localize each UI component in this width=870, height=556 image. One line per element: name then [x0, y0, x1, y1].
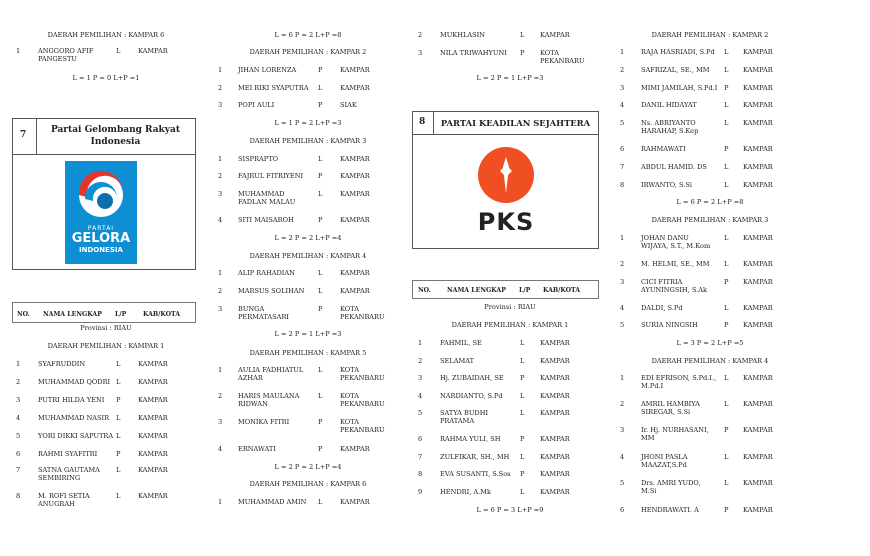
- logo-line-1: PARTAI: [87, 225, 115, 232]
- district: KOTA PEKANBARU: [340, 392, 385, 408]
- row-number: 1: [218, 269, 223, 277]
- candidate-name: DANIL HIDAYAT: [641, 101, 697, 109]
- district: KAMPAR: [340, 155, 370, 163]
- gender: L: [724, 479, 729, 487]
- row-number: 5: [418, 409, 423, 417]
- header-lp: L/P: [519, 287, 531, 294]
- district: KAMPAR: [340, 269, 370, 277]
- gender: L: [318, 269, 323, 277]
- candidate-name: EDI EFRISON, S.Pd.I., M.Pd.I: [641, 374, 717, 390]
- gender: L: [116, 414, 121, 422]
- gender: L: [318, 392, 323, 400]
- gender: L: [724, 374, 729, 382]
- district: KAMPAR: [138, 47, 168, 55]
- gender: L: [318, 366, 323, 374]
- district: KAMPAR: [540, 339, 570, 347]
- section-title: DAERAH PEMILIHAN : KAMPAR 3: [651, 216, 769, 224]
- row-number: 3: [620, 426, 625, 434]
- row-number: 2: [218, 392, 223, 400]
- row-number: 1: [218, 66, 223, 74]
- candidate-name: CICI FITRIA AYUNINGSIH, S.Ak: [641, 278, 708, 294]
- gender: L: [116, 378, 121, 386]
- district: KAMPAR: [743, 145, 773, 153]
- gender: P: [724, 278, 729, 286]
- candidate-name: Hj. ZUBAIDAH, SE: [440, 374, 504, 382]
- section-summary: L = 2 P = 1 L+P =3: [476, 74, 544, 82]
- row-number: 5: [620, 321, 625, 329]
- gender: L: [724, 48, 729, 56]
- row-number: 3: [620, 84, 625, 92]
- district: KAMPAR: [743, 321, 773, 329]
- gender: L: [724, 234, 729, 242]
- province-label: Provinsi : RIAU: [80, 324, 132, 332]
- gender: L: [724, 453, 729, 461]
- section-title: DAERAH PEMILIHAN : KAMPAR 4: [249, 252, 367, 260]
- table-header: [12, 302, 196, 323]
- district: KAMPAR: [743, 163, 773, 171]
- district: KAMPAR: [138, 450, 168, 458]
- row-number: 4: [218, 445, 223, 453]
- district: KAMPAR: [340, 498, 370, 506]
- candidate-name: HENDRI, A.Mk: [440, 488, 491, 496]
- row-number: 6: [620, 145, 625, 153]
- district: KAMPAR: [340, 216, 370, 224]
- candidate-name: MARSUS SOLIHAN: [238, 287, 305, 295]
- section-summary: L = 2 P = 2 L+P =4: [274, 463, 342, 471]
- gender: L: [520, 357, 525, 365]
- party-box: [412, 111, 599, 249]
- row-number: 5: [16, 432, 21, 440]
- row-number: 2: [620, 400, 625, 408]
- row-number: 3: [418, 49, 423, 57]
- district: KAMPAR: [743, 304, 773, 312]
- district: KAMPAR: [540, 470, 570, 478]
- candidate-name: MUHAMMAD NASIR: [38, 414, 110, 422]
- row-number: 4: [16, 414, 21, 422]
- gender: P: [318, 418, 323, 426]
- party-name: PARTAI KEADILAN SEJAHTERA: [440, 118, 591, 128]
- section-summary: L = 6 P = 2 L+P =8: [274, 31, 342, 39]
- party-box: [12, 118, 196, 270]
- gender: L: [724, 119, 729, 127]
- candidate-name: IRWANTO, S.Si: [641, 181, 693, 189]
- district: KAMPAR: [540, 435, 570, 443]
- gender: L: [318, 84, 323, 92]
- district: KAMPAR: [743, 84, 773, 92]
- candidate-name: SITI MAISAROH: [238, 216, 294, 224]
- section-summary: L = 2 P = 2 L+P =4: [274, 234, 342, 242]
- candidate-name: RAHMAWATI: [641, 145, 686, 153]
- candidate-name: NARDIANTO, S.Pd: [440, 392, 503, 400]
- district: KAMPAR: [743, 506, 773, 514]
- gender: L: [724, 66, 729, 74]
- district: KAMPAR: [540, 31, 570, 39]
- candidate-name: ABDUL HAMID. DS: [641, 163, 707, 171]
- logo-line-3: INDONESIA: [79, 246, 123, 254]
- district: KAMPAR: [540, 409, 570, 417]
- header-kab: KAB/KOTA: [143, 311, 181, 318]
- party-name: Partai Gelombang Rakyat Indonesia: [50, 125, 181, 147]
- district: KAMPAR: [743, 400, 773, 408]
- gender: P: [520, 470, 525, 478]
- row-number: 1: [218, 498, 223, 506]
- district: KAMPAR: [743, 119, 773, 127]
- candidate-name: M. ROFI SETIA ANUGRAH: [38, 492, 90, 508]
- candidate-name: RAJA HASRIADI, S.Pd: [641, 48, 715, 56]
- gender: L: [724, 163, 729, 171]
- district: KAMPAR: [540, 357, 570, 365]
- column-1: [16, 0, 196, 556]
- party-title-cell: [36, 119, 195, 155]
- candidate-name: POPI AULI: [238, 101, 275, 109]
- gender: P: [318, 445, 323, 453]
- candidate-name: PUTRI HILDA YENI: [38, 396, 105, 404]
- district: KAMPAR: [743, 101, 773, 109]
- row-number: 1: [620, 48, 625, 56]
- section-title: DAERAH PEMILIHAN : KAMPAR 6: [47, 31, 165, 39]
- gender: P: [520, 374, 525, 382]
- row-number: 6: [16, 450, 21, 458]
- candidate-name: DALDI, S.Pd: [641, 304, 683, 312]
- row-number: 7: [16, 466, 21, 474]
- party-number: 8: [419, 117, 426, 127]
- gender: L: [116, 466, 121, 474]
- candidate-name: Ir. Hj. NURHASANI, MM: [641, 426, 709, 442]
- district: KAMPAR: [340, 172, 370, 180]
- candidate-name: SATYA BUDHI PRATAMA: [440, 409, 489, 425]
- row-number: 1: [620, 374, 625, 382]
- row-number: 2: [620, 66, 625, 74]
- row-number: 3: [620, 278, 625, 286]
- district: KAMPAR: [743, 234, 773, 242]
- candidate-name: SURIA NINGSIH: [641, 321, 698, 329]
- section-summary: L = 1 P = 2 L+P =3: [274, 119, 342, 127]
- district: KAMPAR: [138, 396, 168, 404]
- row-number: 6: [418, 435, 423, 443]
- party-number-cell: [413, 112, 434, 135]
- gender: P: [116, 450, 121, 458]
- row-number: 1: [16, 360, 21, 368]
- district: KAMPAR: [138, 360, 168, 368]
- gender: P: [318, 172, 323, 180]
- candidate-name: HARIS MAULANA RIDWAN: [238, 392, 300, 408]
- gender: P: [724, 426, 729, 434]
- party-title-cell: [433, 112, 598, 135]
- district: KAMPAR: [743, 479, 773, 487]
- row-number: 6: [620, 506, 625, 514]
- section-summary: L = 6 P = 2 L+P =8: [676, 198, 744, 206]
- gender: P: [520, 435, 525, 443]
- district: KAMPAR: [340, 66, 370, 74]
- district: KAMPAR: [340, 287, 370, 295]
- row-number: 2: [16, 378, 21, 386]
- row-number: 3: [218, 190, 223, 198]
- section-summary: L = 1 P = 0 L+P =1: [72, 74, 140, 82]
- gender: L: [724, 181, 729, 189]
- gender: P: [318, 305, 323, 313]
- candidate-name: M. HELMI, SE., MM: [641, 260, 710, 268]
- row-number: 3: [418, 374, 423, 382]
- district: KAMPAR: [743, 48, 773, 56]
- row-number: 1: [218, 155, 223, 163]
- logo-line-2: GELORA: [71, 231, 131, 246]
- gender: P: [724, 84, 729, 92]
- gender: L: [724, 101, 729, 109]
- gender: L: [318, 155, 323, 163]
- gender: L: [318, 287, 323, 295]
- row-number: 1: [16, 47, 21, 55]
- row-number: 4: [620, 101, 625, 109]
- header-no: NO.: [17, 311, 30, 318]
- row-number: 2: [218, 172, 223, 180]
- section-title: DAERAH PEMILIHAN : KAMPAR 1: [47, 342, 165, 350]
- district: KAMPAR: [138, 378, 168, 386]
- candidate-name: Drs. AMRI YUDO, M.Si: [641, 479, 701, 495]
- section-summary: L = 2 P = 1 L+P =3: [274, 330, 342, 338]
- district: KAMPAR: [340, 84, 370, 92]
- district: KAMPAR: [743, 260, 773, 268]
- party-number-cell: [13, 119, 37, 155]
- row-number: 4: [620, 453, 625, 461]
- wave-icon: [65, 161, 137, 223]
- row-number: 9: [418, 488, 423, 496]
- candidate-name: EVA SUSANTI, S.Sos: [440, 470, 511, 478]
- column-2: [218, 0, 398, 556]
- table-header: [412, 280, 599, 299]
- district: KOTA PEKANBARU: [340, 366, 385, 382]
- gender: L: [520, 409, 525, 417]
- section-title: DAERAH PEMILIHAN : KAMPAR 1: [451, 321, 569, 329]
- gender: P: [318, 66, 323, 74]
- gender: P: [724, 145, 729, 153]
- pks-logo: [471, 145, 541, 237]
- candidate-name: SAFRIZAL, SE., MM: [641, 66, 710, 74]
- row-number: 4: [620, 304, 625, 312]
- gender: L: [724, 304, 729, 312]
- candidate-name: FAHMIL, SE: [440, 339, 482, 347]
- gender: L: [116, 47, 121, 55]
- candidate-name: ALIP RAHADIAN: [238, 269, 295, 277]
- section-title: DAERAH PEMILIHAN : KAMPAR 2: [651, 31, 769, 39]
- row-number: 5: [620, 479, 625, 487]
- section-summary: L = 6 P = 3 L+P =9: [476, 506, 544, 514]
- row-number: 4: [418, 392, 423, 400]
- district: KOTA PEKANBARU: [340, 305, 385, 321]
- district: KAMPAR: [340, 190, 370, 198]
- district: KAMPAR: [540, 453, 570, 461]
- gender: L: [724, 400, 729, 408]
- district: KAMPAR: [138, 492, 168, 500]
- row-number: 7: [418, 453, 423, 461]
- candidate-name: RAHMA YULI, SH: [440, 435, 501, 443]
- logo-wordmark: PKS: [477, 208, 535, 236]
- candidate-name: JOHAN DANU WIJAYA, S.T., M.Kom: [641, 234, 711, 250]
- candidate-name: MUHAMMAD AMIN: [238, 498, 307, 506]
- gender: L: [116, 432, 121, 440]
- candidate-name: JHONI PASLA MAAZAT,S.Pd: [641, 453, 688, 469]
- row-number: 2: [218, 84, 223, 92]
- gender: L: [724, 260, 729, 268]
- section-summary: L = 3 P = 2 L+P =5: [676, 339, 744, 347]
- district: KAMPAR: [540, 392, 570, 400]
- row-number: 1: [218, 366, 223, 374]
- gender: L: [520, 453, 525, 461]
- candidate-name: SATNA GAUTAMA SEMBIRING: [38, 466, 100, 482]
- candidate-name: MUHAMMAD QODRI: [38, 378, 111, 386]
- candidate-name: JIHAN LORENZA: [238, 66, 297, 74]
- district: KAMPAR: [138, 466, 168, 474]
- row-number: 2: [218, 287, 223, 295]
- candidate-name: AMRIL HAMBIYA SIREGAR, S.Si: [641, 400, 700, 416]
- row-number: 4: [218, 216, 223, 224]
- row-number: 8: [418, 470, 423, 478]
- gender: P: [724, 321, 729, 329]
- gender: P: [318, 101, 323, 109]
- candidate-name: NILA TRIWAHYUNI: [440, 49, 507, 57]
- row-number: 8: [16, 492, 21, 500]
- column-3: [418, 0, 602, 556]
- district: KAMPAR: [540, 374, 570, 382]
- section-title: DAERAH PEMILIHAN : KAMPAR 5: [249, 349, 367, 357]
- row-number: 7: [620, 163, 625, 171]
- district: SIAK: [340, 101, 357, 109]
- gender: P: [116, 396, 121, 404]
- district: KAMPAR: [743, 278, 773, 286]
- header-name: NAMA LENGKAP: [447, 287, 506, 294]
- gender: L: [520, 339, 525, 347]
- section-title: DAERAH PEMILIHAN : KAMPAR 4: [651, 357, 769, 365]
- header-no: NO.: [418, 287, 431, 294]
- candidate-name: BUNGA PERMATASARI: [238, 305, 290, 321]
- section-title: DAERAH PEMILIHAN : KAMPAR 2: [249, 48, 367, 56]
- header-name: NAMA LENGKAP: [43, 311, 102, 318]
- header-lp: L/P: [115, 311, 127, 318]
- candidate-name: MIMI JAMILAH, S.Pd.I: [641, 84, 718, 92]
- row-number: 3: [218, 305, 223, 313]
- gender: P: [724, 506, 729, 514]
- district: KAMPAR: [743, 66, 773, 74]
- candidate-name: MEI RIKI SYAPUTRA: [238, 84, 309, 92]
- candidate-name: FAJRUL FITRIYENI: [238, 172, 304, 180]
- header-kab: KAB/KOTA: [543, 287, 581, 294]
- gender: P: [520, 49, 525, 57]
- row-number: 2: [418, 31, 423, 39]
- row-number: 1: [620, 234, 625, 242]
- gender: L: [116, 492, 121, 500]
- candidate-name: SISPRAPTO: [238, 155, 279, 163]
- party-number: 7: [20, 130, 27, 140]
- gender: L: [318, 498, 323, 506]
- district: KAMPAR: [743, 181, 773, 189]
- crescent-icon: [471, 145, 541, 205]
- district: KOTA PEKANBARU: [540, 49, 585, 65]
- district: KAMPAR: [743, 426, 773, 434]
- candidate-name: ANGGORO AFIF PANGESTU: [38, 47, 94, 63]
- candidate-name: AULIA FADHIATUL AZHAR: [238, 366, 304, 382]
- gelora-logo: [65, 161, 137, 264]
- candidate-name: SYAFRUDDIN: [38, 360, 86, 368]
- candidate-name: MUHAMMAD FADLAN MALAU: [238, 190, 296, 206]
- candidate-name: HENDRAWATI. A: [641, 506, 699, 514]
- gender: L: [520, 488, 525, 496]
- row-number: 2: [418, 357, 423, 365]
- district: KAMPAR: [540, 488, 570, 496]
- row-number: 3: [16, 396, 21, 404]
- row-number: 3: [218, 418, 223, 426]
- row-number: 8: [620, 181, 625, 189]
- district: KAMPAR: [743, 453, 773, 461]
- candidate-name: ERNAWATI: [238, 445, 276, 453]
- section-title: DAERAH PEMILIHAN : KAMPAR 6: [249, 480, 367, 488]
- gender: L: [116, 360, 121, 368]
- row-number: 2: [620, 260, 625, 268]
- district: KAMPAR: [340, 445, 370, 453]
- province-label: Provinsi : RIAU: [484, 303, 536, 311]
- row-number: 5: [620, 119, 625, 127]
- candidate-name: YORI DIKKI SAPUTRA: [38, 432, 114, 440]
- candidate-name: MONIKA FITRI: [238, 418, 290, 426]
- column-4: [620, 0, 800, 556]
- candidate-name: Ns. ABRIYANTO HARAHAP, S.Kep: [641, 119, 699, 135]
- gender: P: [318, 216, 323, 224]
- district: KAMPAR: [138, 414, 168, 422]
- gender: L: [520, 392, 525, 400]
- district: KAMPAR: [138, 432, 168, 440]
- district: KOTA PEKANBARU: [340, 418, 385, 434]
- district: KAMPAR: [743, 374, 773, 382]
- candidate-name: SELAMAT: [440, 357, 475, 365]
- candidate-name: RAHMI SYAFITRI: [38, 450, 98, 458]
- candidate-name: ZULFIKAR, SH., MH: [440, 453, 510, 461]
- row-number: 1: [418, 339, 423, 347]
- section-title: DAERAH PEMILIHAN : KAMPAR 3: [249, 137, 367, 145]
- gender: L: [318, 190, 323, 198]
- row-number: 3: [218, 101, 223, 109]
- gender: L: [520, 31, 525, 39]
- candidate-name: MUKHLASIN: [440, 31, 486, 39]
